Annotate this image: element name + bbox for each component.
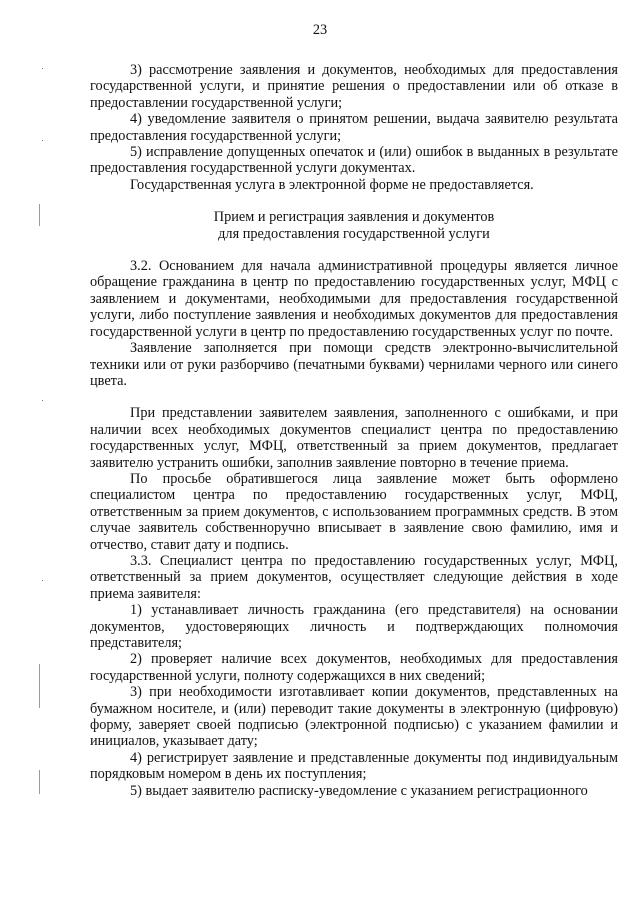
paragraph: 5) выдает заявителю расписку-уведомление с указанием регистрационного <box>130 782 588 799</box>
scan-speck <box>42 580 43 581</box>
paragraph: 3) при необходимости изготавливает копии документов, представленных на бумажном носителе, и (или) переводит такие документы в электронную (цифровую) форму, заверяет своей подписью (электронной подписью) с указанием фамилии и инициалов, указывает дату; <box>90 684 618 750</box>
paragraph: Государственная услуга в электронной форме не предоставляется. <box>130 176 534 193</box>
paragraph: 4) уведомление заявителя о принятом решении, выдача заявителю результата предоставления государственной услуги; <box>90 111 618 144</box>
paragraph: 2) проверяет наличие всех документов, необходимых для предоставления государственной услуги, полноту содержащихся в них сведений; <box>90 651 618 684</box>
scan-margin-mark <box>39 204 40 226</box>
section-heading-line: Прием и регистрация заявления и документов <box>213 209 495 226</box>
paragraph: 3.2. Основанием для начала административной процедуры является личное обращение гражданина в центр по предоставлению государственных услуг, МФЦ с заявлением и документами, необходимыми для предоставления государственной услуги, либо поступление заявления и необходимых документов для предоставления государственной услуги в центр по предоставлению государственных услуг по почте. <box>90 258 618 340</box>
paragraph: 1) устанавливает личность гражданина (его представителя) на основании документов, удостоверяющих личность и подтверждающих полномочия представителя; <box>90 602 618 651</box>
paragraph: 3.3. Специалист центра по предоставлению государственных услуг, МФЦ, ответственный за прием документов, осуществляет следующие действия в ходе приема заявителя: <box>90 552 618 602</box>
scan-speck <box>42 140 43 141</box>
paragraph: Заявление заполняется при помощи средств электронно-вычислительной техники или от руки разборчиво (печатными буквами) чернилами черного или синего цвета. <box>90 340 618 389</box>
page-number: 23 <box>312 22 328 38</box>
paragraph: По просьбе обратившегося лица заявление может быть оформлено специалистом центра по предоставлению государственных услуг, МФЦ, ответственным за прием документов, с использованием программных средств. В этом случае заявитель собственноручно вписывает в заявление свою фамилию, имя и отчество, ставит дату и подпись. <box>90 470 618 553</box>
paragraph: 5) исправление допущенных опечаток и (или) ошибок в выданных в результате предоставления государственной услуги документах. <box>90 144 618 177</box>
scan-speck <box>42 68 43 69</box>
section-heading-line: для предоставления государственной услуги <box>218 225 490 242</box>
scan-margin-mark <box>39 770 40 794</box>
document-body <box>90 62 618 799</box>
paragraph: 3) рассмотрение заявления и документов, необходимых для предоставления государственной услуги, и принятие решения о предоставлении или об отказе в предоставлении государственной услуги; <box>90 62 618 111</box>
scan-speck <box>42 400 43 401</box>
paragraph: При представлении заявителем заявления, заполненного с ошибками, и при наличии всех необходимых документов специалист центра по предоставлению государственных услуг, МФЦ, ответственный за прием документов, предлагает заявителю устранить ошибки, заполнив заявление повторно в течение приема. <box>90 405 618 471</box>
paragraph: 4) регистрирует заявление и представленные документы под индивидуальным порядковым номером в день их поступления; <box>90 749 618 783</box>
scan-margin-mark <box>39 664 40 708</box>
